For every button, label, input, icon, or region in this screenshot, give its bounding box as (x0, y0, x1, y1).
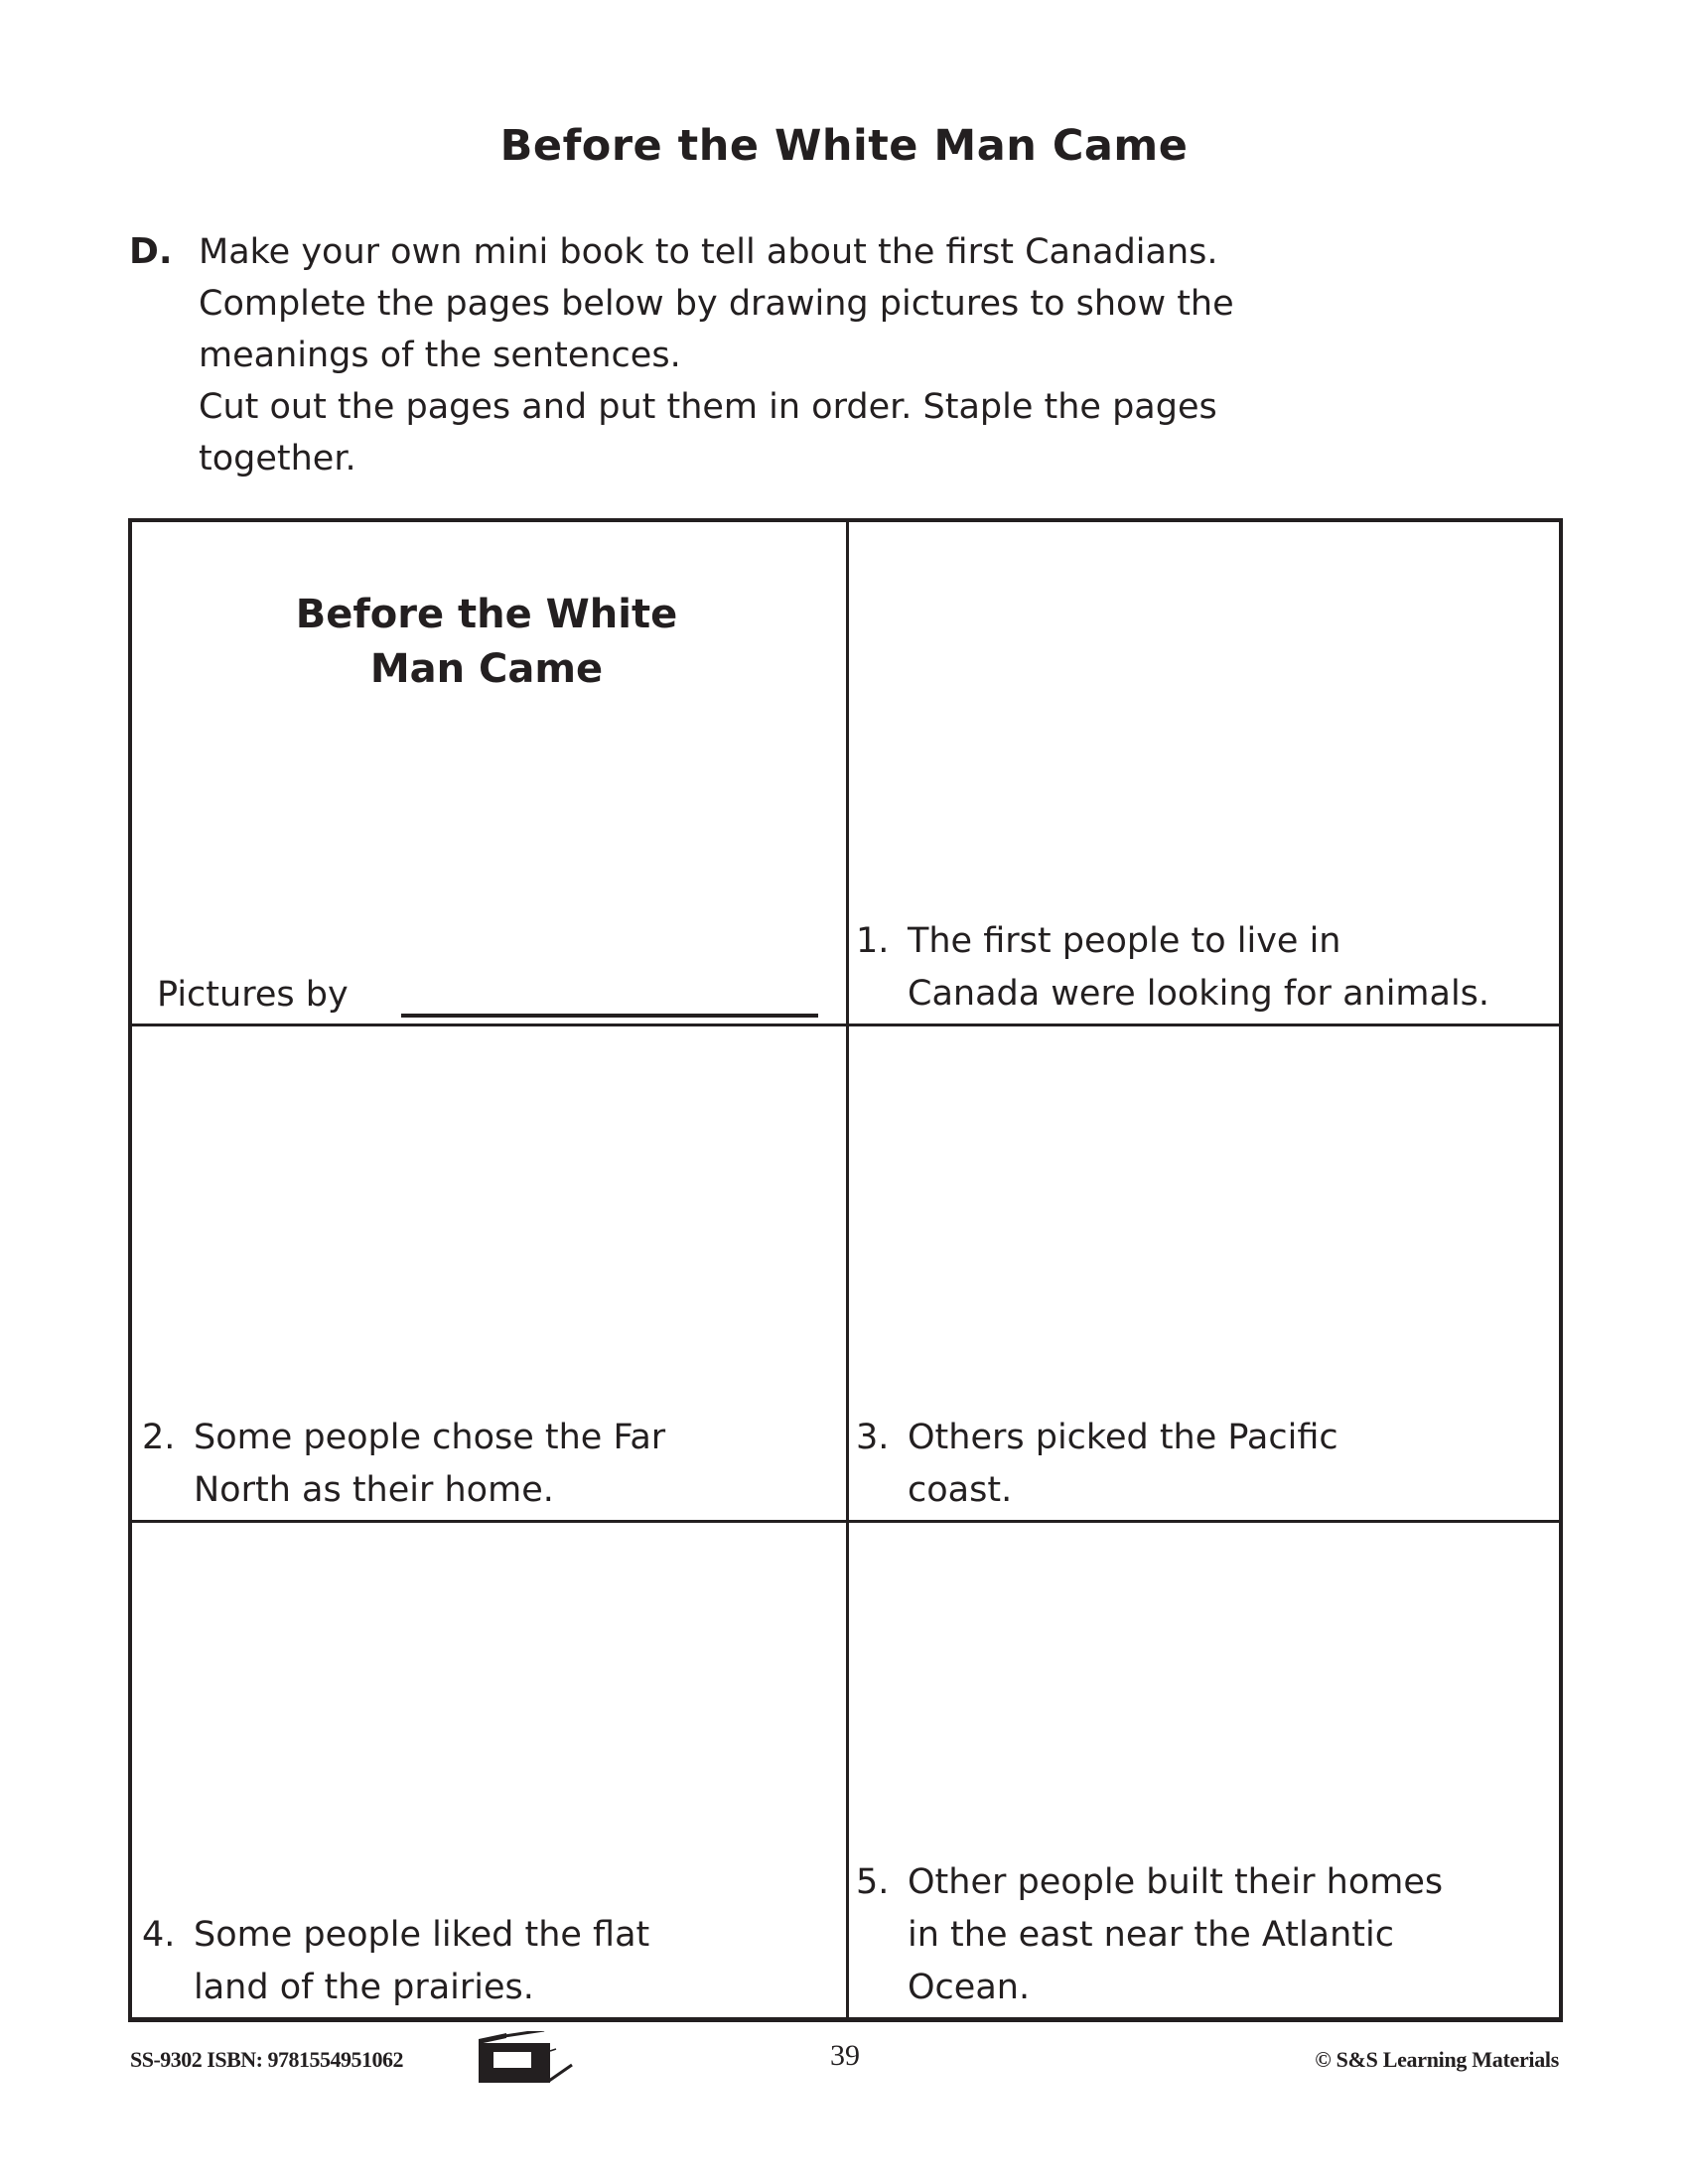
row-divider (132, 1024, 1559, 1026)
page-text-line: North as their home. (194, 1470, 554, 1510)
mini-page-5 (856, 1856, 1443, 2014)
page-number: 4. (142, 1915, 176, 1955)
instruction-line: Cut out the pages and put them in order. Staple the pages (199, 387, 1217, 427)
page-text-line: Some people liked the flat (194, 1915, 650, 1955)
footer-code-isbn: SS-9302 ISBN: 9781554951062 (130, 2047, 403, 2072)
copyright: © S&S Learning Materials (1315, 2047, 1559, 2072)
activity-letter: D. (129, 231, 173, 272)
page-text-line: Other people built their homes (908, 1862, 1444, 1902)
column-divider (846, 522, 849, 2017)
mini-page-3 (856, 1412, 1338, 1517)
page-number: 3. (856, 1418, 890, 1457)
instructions (199, 226, 1234, 484)
page-text-line: The first people to live in (908, 921, 1341, 961)
page-number: 1. (856, 921, 890, 961)
instruction-line: Make your own mini book to tell about the first Canadians. (199, 232, 1218, 272)
page-text-line: in the east near the Atlantic (908, 1915, 1394, 1955)
photocopier-icon (479, 2031, 574, 2083)
name-blank-line[interactable] (401, 1014, 818, 1018)
page-title: Before the White Man Came (499, 121, 1189, 171)
mini-page-4 (142, 1909, 649, 2014)
instruction-line: Complete the pages below by drawing pictures to show the (199, 284, 1234, 324)
page-text-line: Canada were looking for animals. (908, 974, 1490, 1014)
page-text-line: Others picked the Pacific (908, 1418, 1338, 1457)
cover-title-line: Before the White (295, 592, 678, 637)
cover-title-line: Man Came (369, 646, 604, 692)
cover-title (128, 588, 845, 697)
page-text-line: land of the prairies. (194, 1968, 534, 2007)
instruction-line: together. (199, 439, 356, 478)
mini-book-grid (128, 518, 1563, 2022)
page-text-line: Ocean. (908, 1968, 1031, 2007)
page-number: 5. (856, 1862, 890, 1902)
page-text-line: Some people chose the Far (194, 1418, 666, 1457)
mini-page-1 (856, 915, 1489, 1021)
page-number: 39 (830, 2039, 860, 2072)
instruction-line: meanings of the sentences. (199, 336, 681, 375)
page-number: 2. (142, 1418, 176, 1457)
pictures-by-label: Pictures by (157, 975, 349, 1015)
mini-page-2 (142, 1412, 665, 1517)
page-text-line: coast. (908, 1470, 1013, 1510)
row-divider (132, 1520, 1559, 1523)
